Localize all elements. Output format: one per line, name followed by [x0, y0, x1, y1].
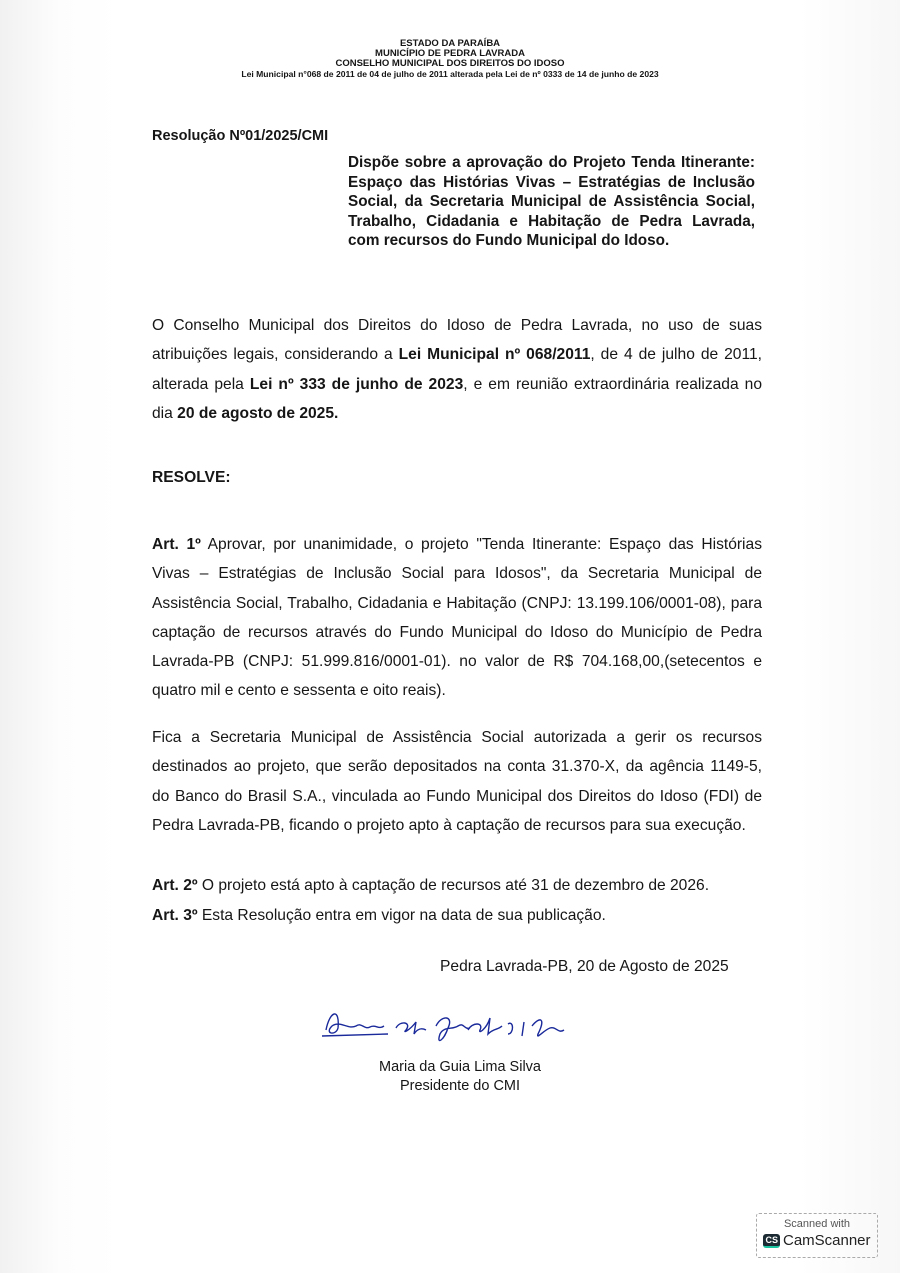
watermark-brand: CamScanner — [782, 1232, 871, 1249]
header-municipality: MUNICÍPIO DE PEDRA LAVRADA — [375, 48, 525, 59]
article-text: Esta Resolução entra em vigor na data de sua publicação. — [197, 907, 606, 924]
text: O Conselho Municipal dos Direitos do Idoso de Pedra Lavrada, no uso de suas atribuições legais, considerando a — [152, 317, 762, 364]
camscanner-logo-icon: CS — [763, 1234, 780, 1248]
article-2 — [152, 877, 709, 895]
ementa: Dispõe sobre a aprovação do Projeto Tenda Itinerante: Espaço das Histórias Vivas – Estratégias de Inclusão Social, da Secretaria Municipal de Assistência Social, Trabalho, Cidadania e Habitação de Pedra Lavrada, com recursos do Fundo Municipal do Idoso. — [348, 154, 755, 250]
resolve-heading: RESOLVE: — [152, 469, 231, 486]
article-1 — [152, 530, 762, 706]
article-text: O projeto está apto à captação de recursos até 31 de dezembro de 2026. — [197, 877, 710, 894]
article-3 — [152, 907, 606, 925]
header-council: CONSELHO MUNICIPAL DOS DIREITOS DO IDOSO — [335, 58, 565, 69]
article-text: Aprovar, por unanimidade, o projeto "Tenda Itinerante: Espaço das Histórias Vivas – Estratégias de Inclusão Social para Idosos", da Secretaria Municipal de Assistência Social, Trabalho, Cidadania e Habitação (CNPJ: 13.199.106/0001-08), para captação de recursos através do Fundo Municipal do Idoso do Município de Pedra Lavrada-PB (CNPJ: 51.999.816/0001-01). no valor de R$ 704.168,00,(setecentos e quatro mil e cento e sessenta e oito reais). — [152, 536, 762, 700]
signatory — [300, 1058, 620, 1096]
text: , de 4 de julho de 2011, alterada pela — [152, 346, 762, 393]
handwritten-signature — [318, 1000, 568, 1050]
bold-text: Lei Municipal nº 068/2011 — [398, 346, 591, 364]
signatory-role: Presidente do CMI — [399, 1078, 521, 1094]
article-label: Art. 2º — [152, 877, 198, 894]
preamble — [152, 311, 762, 428]
paragraph: Fica a Secretaria Municipal de Assistência Social autorizada a gerir os recursos destinados ao projeto, que serão depositados na conta 31.370-X, da agência 1149-5, do Banco do Brasil S.A., vinculada ao Fundo Municipal dos Direitos do Idoso (FDI) de Pedra Lavrada-PB, ficando o projeto apto à captação de recursos para sua execução. — [152, 729, 762, 834]
bold-text: 20 de agosto de 2025. — [177, 404, 339, 422]
bold-text: Lei nº 333 de junho de 2023 — [249, 375, 464, 393]
signatory-name: Maria da Guia Lima Silva — [379, 1059, 541, 1075]
camscanner-watermark — [756, 1213, 878, 1258]
header-law: Lei Municipal n°068 de 2011 de 04 de julho de 2011 alterada pela Lei de nº 0333 de 14 de junho de 2023 — [241, 69, 659, 79]
watermark-text: Scanned with — [783, 1218, 851, 1230]
place-date: Pedra Lavrada-PB, 20 de Agosto de 2025 — [440, 958, 729, 975]
header-state: ESTADO DA PARAÍBA — [399, 38, 501, 49]
resolution-number: Resolução Nº01/2025/CMI — [152, 128, 329, 144]
article-label: Art. 3º — [152, 907, 198, 924]
article-label: Art. 1º — [152, 536, 201, 553]
letterhead — [0, 39, 900, 79]
text: , e em reunião extraordinária realizada no dia — [152, 375, 762, 422]
